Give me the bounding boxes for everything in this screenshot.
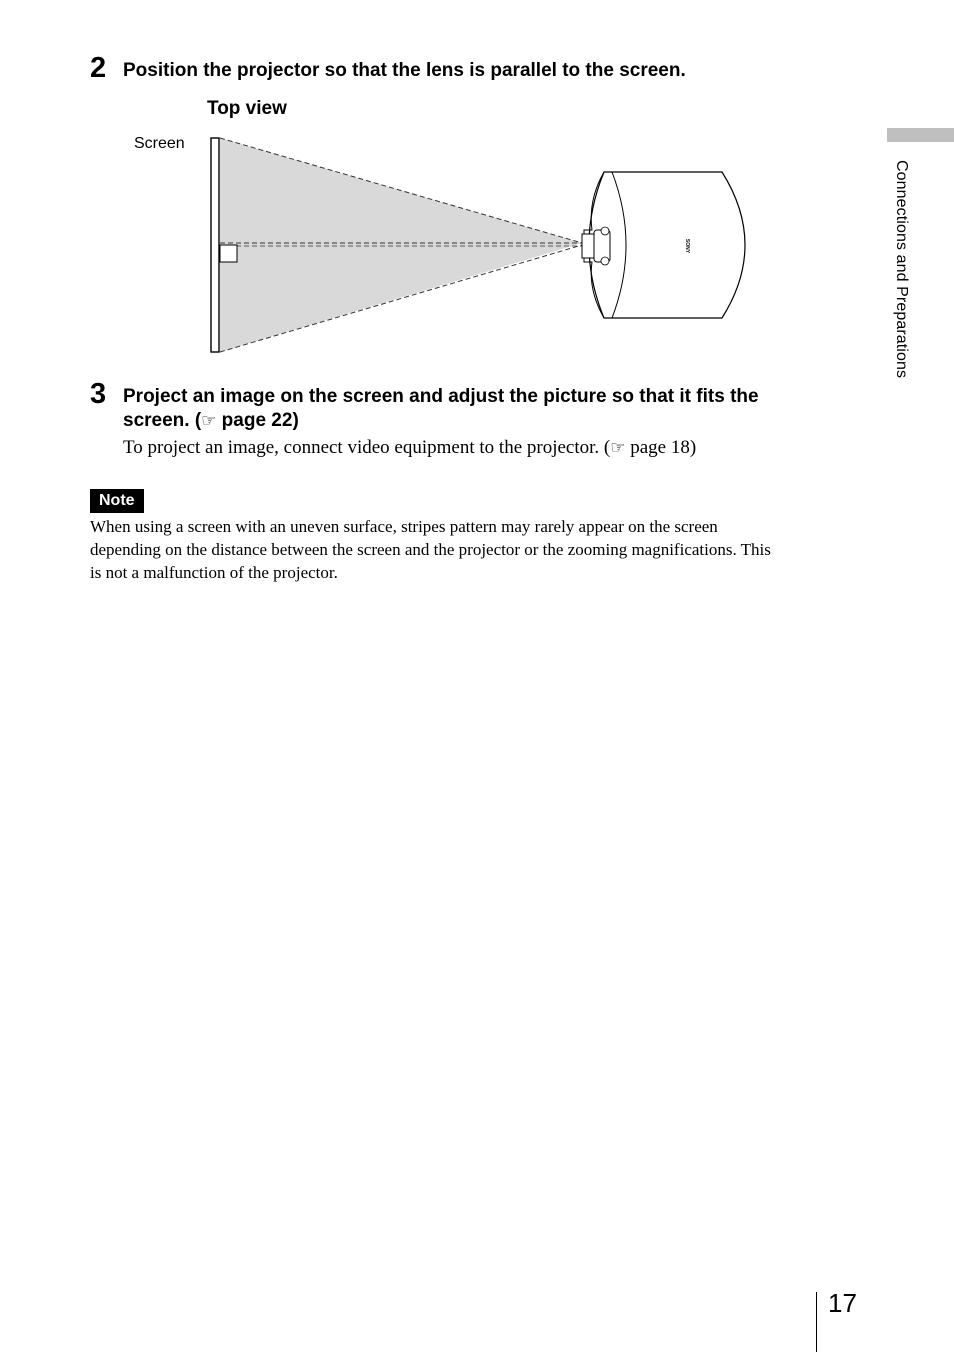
step-3-title-page-ref[interactable]: page 22) <box>216 410 299 431</box>
section-tab-label: Connections and Preparations <box>893 160 910 379</box>
projection-beam <box>220 138 582 352</box>
projector-lens <box>582 234 594 258</box>
lens-ring <box>594 230 610 262</box>
note-badge: Note <box>90 489 144 513</box>
pointing-hand-icon: ☞ <box>201 411 217 431</box>
step-3-title-prefix: screen. ( <box>123 410 202 431</box>
step-3-body <box>123 436 696 460</box>
projector-logo: SONY <box>684 238 690 254</box>
screen-label: Screen <box>134 135 185 152</box>
step-3-number: 3 <box>90 378 107 410</box>
page-number-rule <box>816 1292 817 1352</box>
pointing-hand-icon: ☞ <box>610 438 626 458</box>
note-line-1: When using a screen with an uneven surface, stripes pattern may rarely appear on the screen <box>90 517 718 536</box>
screen-center-marker <box>220 245 237 262</box>
screen-panel <box>211 138 219 352</box>
step-2-title: Position the projector so that the lens is parallel to the screen. <box>123 60 686 81</box>
note-line-2: depending on the distance between the screen and the projector or the zooming magnifications. This <box>90 540 771 559</box>
step-2-number: 2 <box>90 52 107 84</box>
lens-shift-dial <box>601 257 609 265</box>
projector-body <box>589 172 745 318</box>
note-line-3: is not a malfunction of the projector. <box>90 563 338 582</box>
section-tab-marker <box>887 128 954 142</box>
page-number: 17 <box>828 1288 857 1318</box>
step-3-title-line-1: Project an image on the screen and adjust the picture so that it fits the <box>123 386 759 407</box>
lens-adjust-dial <box>601 227 609 235</box>
step-3-body-page-ref[interactable]: page 18) <box>625 437 697 458</box>
figure-caption: Top view <box>207 98 287 119</box>
step-3-body-prefix: To project an image, connect video equipment to the projector. ( <box>123 437 611 458</box>
step-3-title-line-2 <box>123 409 299 433</box>
projector-top-view-diagram <box>200 130 770 360</box>
